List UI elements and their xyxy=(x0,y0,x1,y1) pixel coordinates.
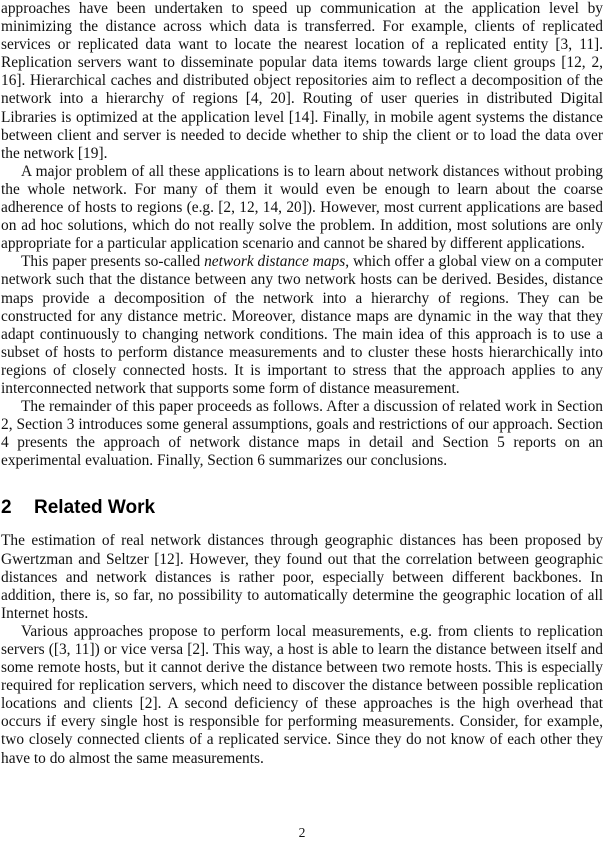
section1-body xyxy=(1,0,603,470)
paragraph-local-measurements: Various approaches propose to perform local measurements, e.g. from clients to replication servers ([3, 11]) or vice versa [2]. This way, a host is able to learn the distance between itself and some remote hosts, but it cannot derive the distance between two remote hosts. This is especially required for replication servers, which need to discover the distance between possible replication locations and clients [2]. A second deficiency of these approaches is the high overhead that occurs if every single host is responsible for performing measurements. Consider, for example, two closely connected clients of a replicated service. Since they do not know of each other they have to do almost the same measurements. xyxy=(1,622,603,767)
section-title: Related Work xyxy=(34,497,156,519)
section-number: 2 xyxy=(1,497,12,519)
paragraph-geographic-distances: The estimation of real network distances through geographic distances has been proposed by Gwertzman and Seltzer [12]. However, they found out that the correlation between geographic distances and network distances is rather poor, especially between different backbones. In addition, there is, so far, no possibility to automatically determine the geographic location of all Internet hosts. xyxy=(1,532,603,622)
page-number: 2 xyxy=(298,824,306,840)
term-network-distance-maps: network distance maps xyxy=(204,253,346,271)
para3-before: This paper presents so-called xyxy=(21,253,205,271)
paragraph-major-problem: A major problem of all these applications is to learn about network distances without probing the whole network. For many of them it would even be enough to learn about the coarse adherence of hosts to regions (e.g. [2, 12, 14, 20]). However, most current applications are based on ad hoc solutions, which do not really solve the problem. In addition, most solutions are only appropriate for a particular application scenario and cannot be shared by different applications. xyxy=(1,162,603,253)
paragraph-remainder: The remainder of this paper proceeds as follows. After a discussion of related work in Section 2, Section 3 introduces some general assumptions, goals and restrictions of our approach. Section 4 presents the approach of network distance maps in detail and Section 5 reports on an experimental evaluation. Finally, Section 6 summarizes our conclusions. xyxy=(1,398,603,470)
section-heading-related-work xyxy=(1,496,603,520)
para3-after: , which offer a global view on a computer network such that the distance between any two network hosts can be derived. Besides, distance maps provide a decomposition of the network into a hierarchy of regions. They can be constructed for any distance metric. Moreover, distance maps are dynamic in the way that they adapt continuously to changing network conditions. The main idea of this approach is to use a subset of hosts to perform distance measurements and to cluster these hosts hierarchically into regions of closely connected hosts. It is important to stress that the approach applies to any interconnected network that supports some form of distance measurement. xyxy=(1,253,603,397)
paragraph-paper-presents xyxy=(1,253,603,398)
section2-body xyxy=(1,532,603,767)
paragraph-applications: approaches have been undertaken to speed up communication at the application level by minimizing the distance across which data is transferred. For example, clients of replicated services or replicated data want to locate the nearest location of a replicated entity [3, 11]. Replication servers want to disseminate popular data items towards large client groups [12, 2, 16]. Hierarchical caches and distributed object repositories aim to reflect a decomposition of the network into a hierarchy of regions [4, 20]. Routing of user queries in distributed Digital Libraries is optimized at the application level [14]. Finally, in mobile agent systems the distance between client and server is needed to decide whether to ship the client or to load the data over the network [19]. xyxy=(1,0,603,162)
